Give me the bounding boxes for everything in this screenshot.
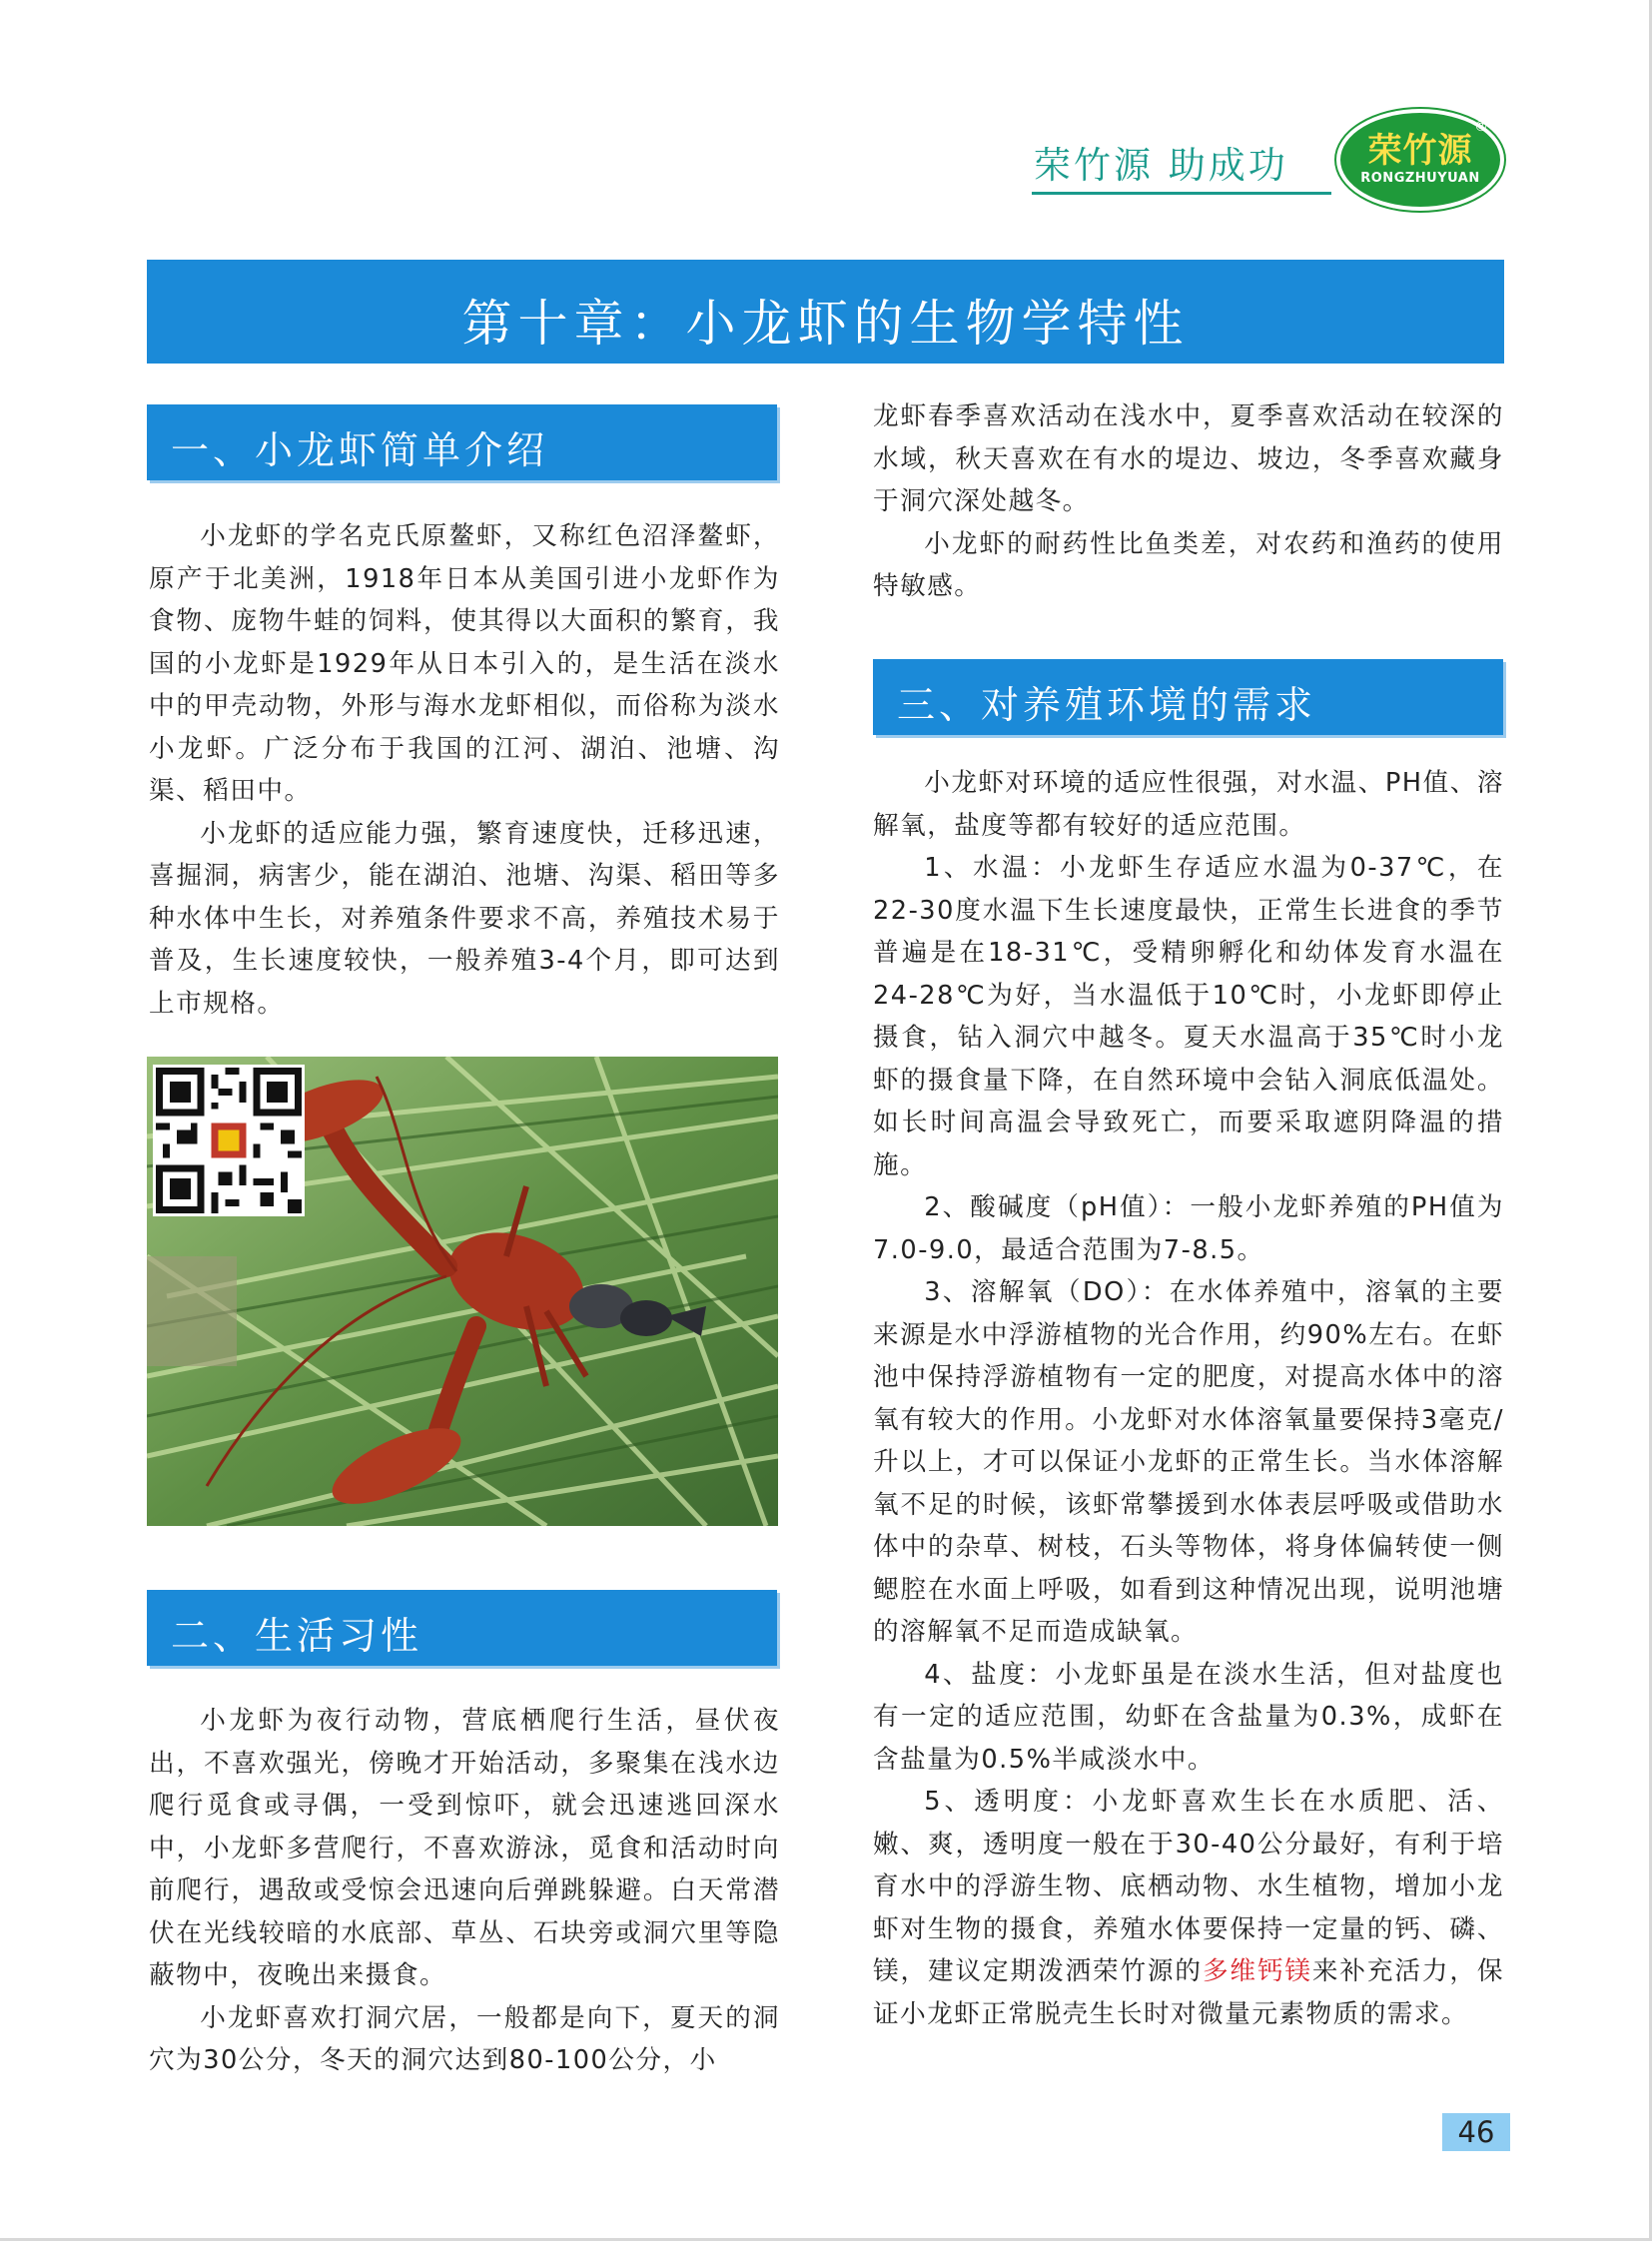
section-header-intro — [147, 404, 777, 480]
paragraph-ph: 2、酸碱度（pH值）：一般小龙虾养殖的PH值为7.0-9.0，最适合范围为7-8.5。 — [873, 1192, 1504, 1265]
paragraph: 小龙虾的适应能力强，繁育速度快，迁移迅速，喜掘洞，病害少，能在湖泊、池塘、沟渠、稻田等多种水体中生长，对养殖条件要求不高，养殖技术易于普及，生长速度较快，一般养殖3-4个月，即可达到上市规格。 — [149, 818, 780, 1019]
page-number: 46 — [1442, 2113, 1510, 2151]
section-habits-body-left — [149, 1700, 780, 2082]
slogan-underline — [1032, 192, 1331, 195]
section-habits-body-right — [873, 395, 1504, 608]
section-title: 一、小龙虾简单介绍 — [171, 428, 549, 472]
paragraph: 小龙虾喜欢打洞穴居，一般都是向下，夏天的洞穴为30公分，冬天的洞穴达到80-100公分，小 — [149, 2002, 780, 2075]
text: 5、透明度：小龙虾喜欢生长在水质肥、活、嫩、爽，透明度一般在于30-40公分最好，有利于培育水中的浮游生物、底栖动物、水生植物，增加小龙虾对生物的摄食，养殖水体要保持一定量的钙、磷、镁，建议定期泼洒荣竹源的 — [873, 1787, 1504, 1986]
section-intro-body — [149, 515, 780, 1025]
product-highlight: 多维钙镁 — [1202, 1956, 1312, 1986]
paragraph-continued: 龙虾春季喜欢活动在浅水中，夏季喜欢活动在较深的水域，秋天喜欢在有水的堤边、坡边，冬季喜欢藏身于洞穴深处越冬。 — [873, 401, 1504, 516]
text: 来补充活力，保证小龙虾正常脱壳生长时对微量元素物质的需求。 — [873, 1956, 1504, 2029]
paragraph-transparency — [873, 1781, 1504, 2035]
qr-code-icon — [156, 1068, 302, 1213]
section-header-habits — [147, 1590, 777, 1666]
paragraph: 小龙虾对环境的适应性很强，对水温、PH值、溶解氧，盐度等都有较好的适应范围。 — [873, 768, 1504, 841]
section-title: 二、生活习性 — [171, 1614, 423, 1658]
paragraph-water-temperature: 1、水温：小龙虾生存适应水温为0-37℃，在22-30度水温下生长速度最快，正常生长进食的季节普遍是在18-31℃，受精卵孵化和幼体发育水温在24-28℃为好，当水温低于10℃时，小龙虾即停止摄食，钻入洞穴中越冬。夏天水温高于35℃时小龙虾的摄食量下降，在自然环境中会钻入洞底低温处。如长时间高温会导致死亡，而要采取遮阴降温的措施。 — [873, 853, 1504, 1180]
section-header-environment — [873, 659, 1503, 735]
qr-code[interactable] — [153, 1065, 305, 1216]
chapter-title: 第十章：小龙虾的生物学特性 — [461, 295, 1190, 353]
chapter-banner — [147, 260, 1504, 364]
section-environment-body — [873, 762, 1504, 2035]
logo-english-text: RONGZHUYUAN — [1360, 171, 1480, 186]
brand-logo — [1340, 113, 1500, 207]
paragraph: 小龙虾的耐药性比鱼类差，对农药和渔药的使用特敏感。 — [873, 528, 1504, 601]
logo-chinese-text: 荣竹源 — [1367, 131, 1473, 171]
section-title: 三、对养殖环境的需求 — [897, 683, 1317, 727]
paragraph: 小龙虾的学名克氏原鳌虾，又称红色沼泽鳌虾，原产于北美洲，1918年日本从美国引进小龙虾作为食物、庞物牛蛙的饲料，使其得以大面积的繁育，我国的小龙虾是1929年从日本引入的，是生活在淡水中的甲壳动物，外形与海水龙虾相似，而俗称为淡水小龙虾。广泛分布于我国的江河、湖泊、池塘、沟渠、稻田中。 — [149, 521, 780, 806]
paragraph-salinity: 4、盐度：小龙虾虽是在淡水生活，但对盐度也有一定的适应范围，幼虾在含盐量为0.3%，成虾在含盐量为0.5%半咸淡水中。 — [873, 1659, 1504, 1775]
registered-mark: ® — [1474, 119, 1488, 135]
header-slogan: 荣竹源 助成功 — [1034, 144, 1288, 187]
paragraph-dissolved-oxygen: 3、溶解氧（DO）：在水体养殖中，溶氧的主要来源是水中浮游植物的光合作用，约90%左右。在虾池中保持浮游植物有一定的肥度，对提高水体中的溶氧有较大的作用。小龙虾对水体溶氧量要保持3毫克/升以上，才可以保证小龙虾的正常生长。当水体溶解氧不足的时候，该虾常攀援到水体表层呼吸或借助水体中的杂草、树枝，石头等物体，将身体偏转使一侧鳃腔在水面上呼吸，如看到这种情况出现，说明池塘的溶解氧不足而造成缺氧。 — [873, 1277, 1504, 1647]
paragraph: 小龙虾为夜行动物，营底栖爬行生活，昼伏夜出，不喜欢强光，傍晚才开始活动，多聚集在浅水边爬行觅食或寻偶，一受到惊吓，就会迅速逃回深水中，小龙虾多营爬行，不喜欢游泳，觅食和活动时向前爬行，遇敌或受惊会迅速向后弹跳躲避。白天常潜伏在光线较暗的水底部、草丛、石块旁或洞穴里等隐蔽物中，夜晚出来摄食。 — [149, 1706, 780, 1990]
